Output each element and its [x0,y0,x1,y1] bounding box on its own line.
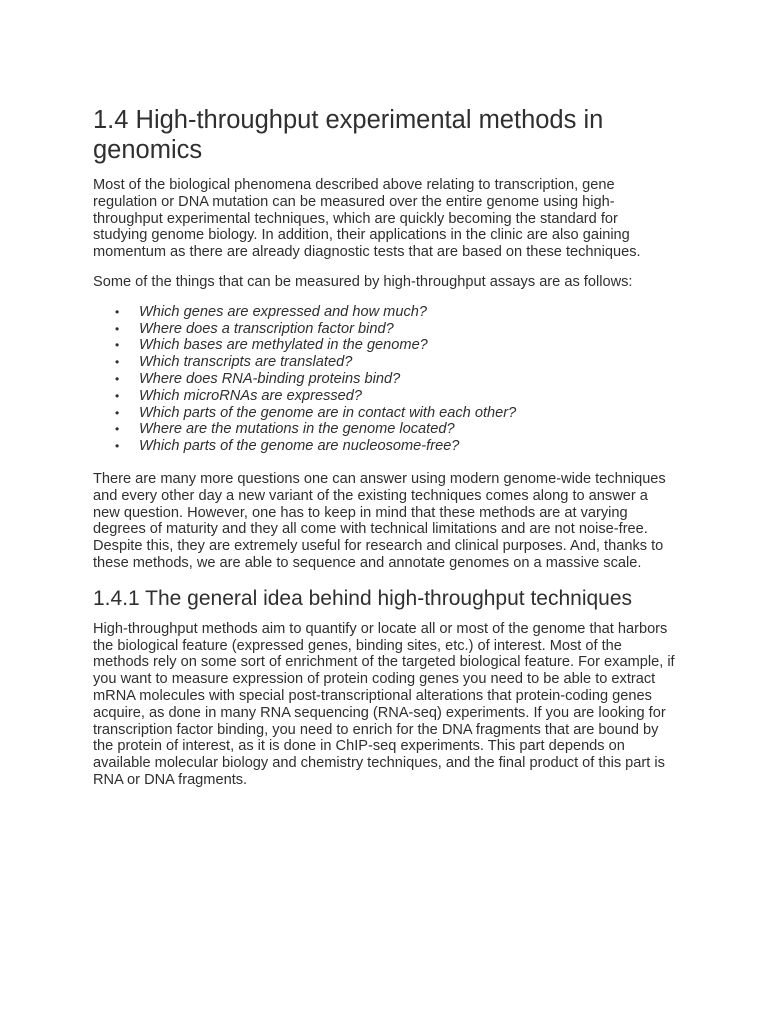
bullet-icon: • [115,371,120,386]
bullet-icon: • [115,338,120,353]
subsection-heading: 1.4.1 The general idea behind high-throughput techniques [93,586,633,610]
list-item: • Where does RNA-binding proteins bind? [115,370,401,387]
section-heading: 1.4 High-throughput experimental methods in genomics [93,106,604,164]
bullet-icon: • [115,422,120,437]
bullet-icon: • [115,355,120,370]
questions-list [93,304,675,455]
bullet-icon: • [115,304,120,319]
intro-paragraph: Most of the biological phenomena described above relating to transcription, gene regulation or DNA mutation can be measured over the entire genome using high-throughput experimental techniques, which are quickly becoming the standard for studying genome biology. In addition, their applications in the clinic are also gaining momentum as there are already diagnostic tests that are based on these techniques. [93,177,641,261]
closing-paragraph: There are many more questions one can answer using modern genome-wide techniques and every other day a new variant of the existing techniques comes along to answer a new question. However, one has to keep in mind that these methods are at varying degrees of maturity and they all come with technical limitations and are not noise-free. Despite this, they are extremely useful for research and clinical purposes. And, thanks to these methods, we are able to sequence and annotate genomes on a massive scale. [93,470,666,571]
list-item: • Which genes are expressed and how much? [115,303,427,320]
bullet-icon: • [115,388,120,403]
assays-intro-paragraph: Some of the things that can be measured by high-throughput assays are as follows: [93,273,633,290]
document-page [93,105,675,789]
list-item: • Where does a transcription factor bind? [115,320,394,337]
list-item: • Which microRNAs are expressed? [115,387,363,404]
list-item: • Where are the mutations in the genome located? [115,421,455,438]
list-item: • Which transcripts are translated? [115,354,353,371]
bullet-icon: • [115,405,120,420]
list-item: • Which parts of the genome are nucleosome-free? [115,438,460,455]
subsection-paragraph: High-throughput methods aim to quantify or locate all or most of the genome that harbors the biological feature (expressed genes, binding sites, etc.) of interest. Most of the methods rely on some sort of enrichment of the targeted biological feature. For example, if you want to measure expression of protein coding genes you need to be able to extract mRNA molecules with special post-transcriptional alterations that protein-coding genes acquire, as done in many RNA sequencing (RNA-seq) experiments. If you are looking for transcription factor binding, you need to enrich for the DNA fragments that are bound by the protein of interest, as it is done in ChIP-seq experiments. This part depends on available molecular biology and chemistry techniques, and the final product of this part is RNA or DNA fragments. [93,620,675,788]
bullet-icon: • [115,439,120,454]
bullet-icon: • [115,321,120,336]
list-item: • Which parts of the genome are in contact with each other? [115,404,517,421]
list-item: • Which bases are methylated in the genome? [115,337,428,354]
